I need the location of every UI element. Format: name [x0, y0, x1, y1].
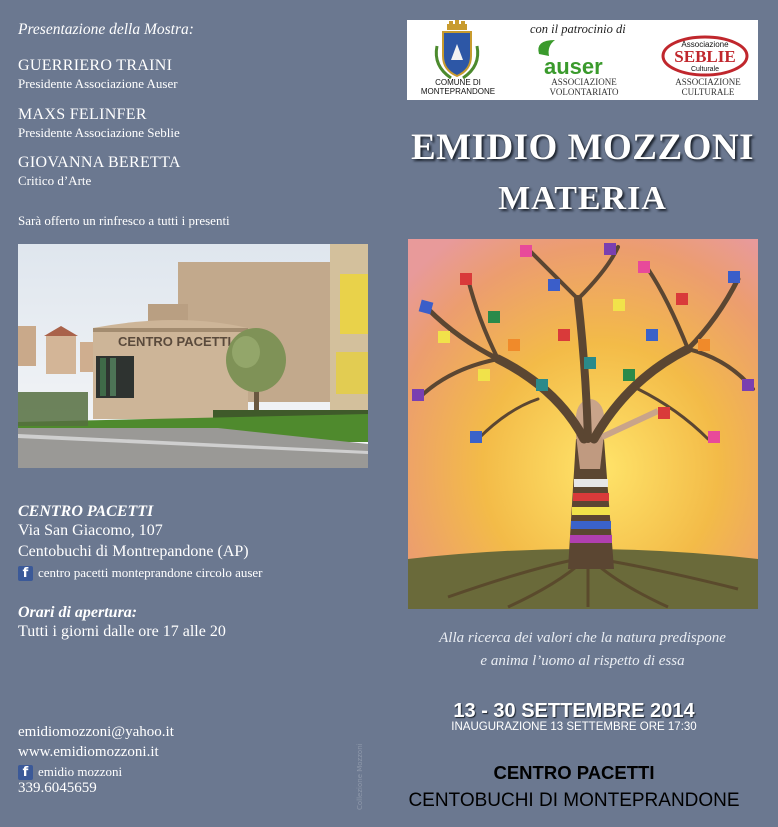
centro-pacetti-sign — [118, 334, 231, 349]
presenter-role: Critico d’Arte — [18, 173, 92, 188]
presenter-role: Presidente Associazione Auser — [18, 76, 178, 91]
exhibition-dates: 13 - 30 SETTEMBRE 2014 — [453, 700, 695, 722]
opening-hours-title: Orari di apertura: — [18, 604, 138, 621]
facebook-icon: f — [18, 566, 33, 581]
svg-text:CENTRO PACETTI: CENTRO PACETTI — [118, 334, 232, 349]
artist-name-title: EMIDIO MOZZONI — [410, 127, 755, 168]
artist-facebook-label: emidio mozzoni — [38, 764, 123, 779]
exhibition-title: MATERIA — [498, 180, 667, 217]
venue-address-line2: Centobuchi di Montrepandone (AP) — [18, 543, 249, 560]
inauguration-info: INAUGURAZIONE 13 SETTEMBRE ORE 17:30 — [451, 721, 697, 733]
refreshment-note: Sarà offerto un rinfresco a tutti i presenti — [18, 213, 230, 228]
opening-hours: Tutti i giorni dalle ore 17 alle 20 — [18, 623, 226, 640]
venue-photo — [18, 244, 368, 468]
website-link[interactable]: www.emidiomozzoni.it — [18, 744, 159, 760]
artist-facebook[interactable] — [18, 764, 122, 780]
seblie-label: ASSOCIAZIONE CULTURALE — [675, 77, 741, 97]
tagline-line1: Alla ricerca dei valori che la natura predispone — [439, 630, 726, 646]
presenter-name: GUERRIERO TRAINI — [18, 57, 173, 74]
tree-painting — [408, 239, 758, 609]
tagline-line2: e anima l’uomo al rispetto di essa — [480, 653, 685, 669]
svg-text:SEBLIE: SEBLIE — [674, 47, 736, 66]
comune-crest-icon — [436, 20, 477, 78]
patronage-intro: con il patrocinio di — [530, 22, 626, 36]
svg-text:auser: auser — [544, 54, 603, 79]
venue-name: CENTRO PACETTI — [18, 503, 154, 520]
auser-logo-icon — [538, 40, 603, 79]
venue-address-line1: Via San Giacomo, 107 — [18, 522, 163, 539]
presenter-name: MAXS FELINFER — [18, 106, 147, 123]
town-name-footer: CENTOBUCHI DI MONTEPRANDONE — [408, 790, 740, 811]
seblie-logo-icon — [663, 37, 747, 75]
presenter-name: GIOVANNA BERETTA — [18, 154, 181, 171]
presentation-title: Presentazione della Mostra: — [18, 21, 194, 38]
facebook-icon: f — [18, 765, 33, 780]
email-link[interactable]: emidiomozzoni@yahoo.it — [18, 724, 174, 740]
phone-number: 339.6045659 — [18, 780, 97, 796]
venue-facebook-label: centro pacetti monteprandone circolo auser — [38, 565, 263, 580]
svg-text:Associazione: Associazione — [681, 40, 729, 49]
comune-label: COMUNE DI MONTEPRANDONE — [420, 78, 496, 96]
venue-facebook[interactable] — [18, 565, 263, 581]
venue-name-footer: CENTRO PACETTI — [493, 762, 655, 783]
presenter-role: Presidente Associazione Seblie — [18, 125, 180, 140]
auser-label: ASSOCIAZIONE VOLONTARIATO — [549, 77, 619, 97]
vertical-credit: Collezione Mozzoni — [356, 743, 364, 810]
svg-text:Culturale: Culturale — [690, 66, 720, 73]
